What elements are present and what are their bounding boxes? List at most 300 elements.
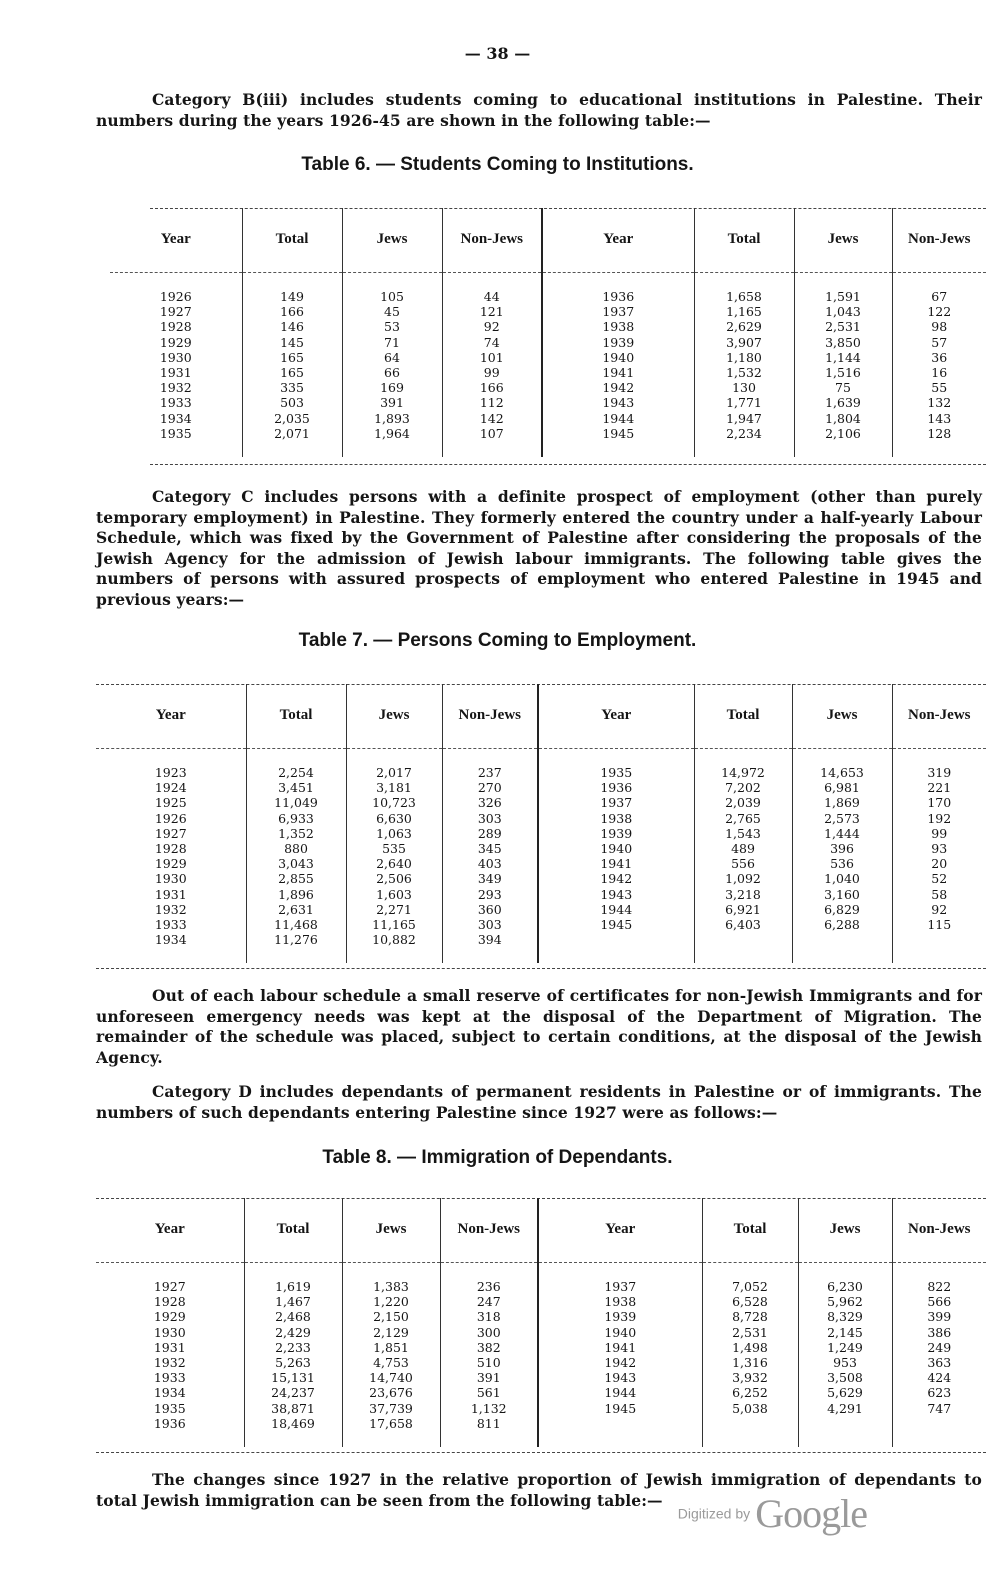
table-cell: 3,850 [825,334,861,350]
table7-header-row [96,684,986,749]
table-cell: 1928 [153,1294,186,1310]
col-header-non-jews: Non-Jews [892,684,986,749]
table-cell: 1944 [604,1385,637,1401]
table-cell: 1930 [159,349,192,365]
table-cell: 1926 [159,289,192,304]
col-header-total: Total [694,684,792,749]
table-cell: 394 [477,932,502,948]
table-cell: 1927 [159,304,192,320]
table-cell: 99 [483,364,500,380]
table-cell: 1,964 [374,425,410,441]
table-cell: 503 [280,395,304,411]
table-cell: 2,573 [824,810,860,826]
table-cell: 132 [927,395,952,411]
table-cell: 1,144 [825,349,861,365]
table-cell: 1941 [602,364,635,380]
table-cell: 11,049 [274,795,318,811]
table-cell: 236 [476,1279,501,1294]
table-cell: 1938 [604,1294,637,1310]
table-cell: 1,516 [825,364,861,380]
table-cell: 1929 [159,334,192,350]
col-header-year: Year [538,1198,702,1263]
table-cell: 11,468 [274,916,318,932]
table-cell: 6,403 [725,916,761,932]
table-cell: 18,469 [271,1415,315,1431]
table6 [110,208,986,457]
table-cell: 1,893 [374,410,410,426]
table-cell: 1,851 [373,1339,409,1355]
table-cell: 391 [476,1370,501,1386]
table7-title: Table 7. — Persons Coming to Employment. [298,630,697,651]
table-cell: 15,131 [271,1370,315,1386]
col-header-jews: Jews [346,684,442,749]
column-years [96,749,246,964]
table-cell: 1945 [604,1400,637,1416]
table-cell: 300 [476,1324,501,1340]
table-cell: 23,676 [369,1385,413,1401]
table-cell: 303 [477,810,502,826]
table-cell: 166 [280,304,304,320]
table6-bottom-rule [150,464,986,465]
table8-header-row [96,1198,986,1263]
table-cell: 5,263 [275,1354,311,1370]
table-cell: 249 [927,1339,952,1355]
table-cell: 1941 [600,856,633,872]
column-jews [342,1263,440,1447]
table-cell: 953 [833,1354,857,1370]
table-cell: 71 [384,334,400,350]
column-non-jews [892,749,986,964]
table-cell: 747 [927,1400,952,1416]
column-non-jews [892,273,986,457]
table-cell: 1,498 [732,1339,768,1355]
google-watermark [678,1490,867,1537]
table-cell: 2,631 [278,901,314,917]
table-cell: 303 [477,916,502,932]
table-cell: 14,740 [369,1370,413,1386]
table-cell: 2,506 [376,871,412,887]
table-cell: 1,180 [726,349,762,365]
table-cell: 6,528 [732,1294,768,1310]
col-header-jews: Jews [342,1198,440,1263]
table-cell: 399 [927,1309,952,1325]
table-cell: 1,619 [275,1279,311,1294]
paragraph-category-d [96,1082,982,1123]
table-cell: 535 [382,840,406,856]
table-cell: 1927 [153,1279,186,1294]
table-cell: 149 [280,289,304,304]
table-cell: 1941 [604,1339,637,1355]
table-cell: 1933 [159,395,192,411]
table-cell: 1931 [153,1339,186,1355]
table-cell: 1932 [153,1354,186,1370]
table-cell: 1,352 [278,825,314,841]
table-cell: 6,829 [824,901,860,917]
table-cell: 6,933 [278,810,314,826]
table-cell: 1938 [600,810,633,826]
col-header-non-jews: Non-Jews [440,1198,538,1263]
table-cell: 57 [931,334,948,350]
table-cell: 112 [479,395,504,411]
table-cell: 1,639 [825,395,861,411]
col-header-year: Year [542,208,694,273]
table-cell: 1,658 [726,289,762,304]
table-cell: 11,165 [372,916,416,932]
table-cell: 75 [835,380,851,396]
table8-bottom-rule [96,1452,986,1453]
table7 [96,684,986,963]
col-header-non-jews: Non-Jews [442,208,542,273]
paragraph-text: Category B(iii) includes students coming to educational institutions in Palestine. Their numbers during the years 1926-45 are shown in the following table:— [96,90,982,130]
col-header-total: Total [244,1198,342,1263]
table-cell: 36 [931,349,948,365]
col-header-non-jews: Non-Jews [442,684,538,749]
table-cell: 1938 [602,319,635,335]
table-cell: 45 [384,304,400,320]
table-cell: 2,629 [726,319,762,335]
table-cell: 289 [477,825,502,841]
table-cell: 11,276 [274,932,318,948]
paragraph-text: Category D includes dependants of permanent residents in Palestine or of immigrants. The numbers of such dependants entering Palestine since 1927 were as follows:— [96,1082,982,1122]
table-cell: 1936 [602,289,635,304]
table-cell: 396 [830,840,854,856]
table-cell: 52 [931,871,948,887]
paragraph-category-b3 [96,90,982,131]
table-cell: 319 [927,765,952,780]
table-cell: 1939 [604,1309,637,1325]
col-header-total: Total [694,208,794,273]
table-cell: 1,383 [373,1279,409,1294]
table-cell: 382 [476,1339,501,1355]
column-non-jews [442,273,542,457]
col-header-non-jews: Non-Jews [892,208,986,273]
watermark-prefix: Digitized by [677,1505,751,1522]
table-cell: 10,882 [372,932,416,948]
table-cell: 1,591 [825,289,861,304]
table-cell: 1923 [154,765,187,780]
table-cell: 6,981 [824,780,860,796]
table-cell: 1930 [154,871,187,887]
table-cell: 20 [931,856,948,872]
table-cell: 1,220 [373,1294,409,1310]
table-cell: 115 [927,916,952,932]
table-cell: 1,543 [725,825,761,841]
table-cell: 92 [483,319,500,335]
table-cell: 55 [931,380,948,396]
table-cell: 1928 [154,840,187,856]
table-cell: 1939 [602,334,635,350]
table-cell: 1936 [600,780,633,796]
table-cell: 2,039 [725,795,761,811]
table7-body-row [96,749,986,964]
table8-body-row [96,1263,986,1447]
table-cell: 44 [483,289,500,304]
table-cell: 2,468 [275,1309,311,1325]
table6-title: Table 6. — Students Coming to Institutions. [301,154,694,175]
table-cell: 270 [477,780,502,796]
table-cell: 1933 [154,916,187,932]
column-jews [346,749,442,964]
table8-title: Table 8. — Immigration of Dependants. [322,1147,673,1168]
table-cell: 6,288 [824,916,860,932]
table-cell: 122 [927,304,952,320]
table-cell: 2,150 [373,1309,409,1325]
table-cell: 165 [280,349,304,365]
column-years [538,749,694,964]
column-total [246,749,346,964]
column-non-jews [442,749,538,964]
table-cell: 98 [931,319,948,335]
table-cell: 566 [927,1294,952,1310]
table-cell: 128 [927,425,952,441]
table-cell: 391 [380,395,404,411]
table-cell: 1934 [159,410,192,426]
col-header-total: Total [242,208,342,273]
table-cell: 424 [927,1370,952,1386]
table-cell: 2,271 [376,901,412,917]
table-cell: 107 [479,425,504,441]
column-jews [792,749,892,964]
table-cell: 1943 [600,886,633,902]
table-cell: 5,038 [732,1400,768,1416]
table-cell: 293 [477,886,502,902]
table-cell: 1,869 [824,795,860,811]
table-cell: 121 [479,304,504,320]
table-cell: 2,129 [373,1324,409,1340]
col-header-total: Total [246,684,346,749]
table-cell: 1942 [602,380,635,396]
table-cell: 1,132 [470,1400,507,1416]
paragraph-category-c [96,487,982,610]
table-cell: 192 [927,810,952,826]
col-header-total: Total [702,1198,798,1263]
table-cell: 3,160 [824,886,860,902]
table-cell: 67 [931,289,948,304]
table-cell: 1,444 [824,825,860,841]
column-total [702,1263,798,1447]
table-cell: 822 [927,1279,952,1294]
column-total [694,273,794,457]
table-cell: 7,202 [725,780,761,796]
table-cell: 101 [479,349,504,365]
table-cell: 7,052 [732,1279,768,1294]
table-cell: 556 [731,856,755,872]
watermark-logo: Google [755,1491,867,1536]
table-cell: 1945 [602,425,635,441]
col-header-jews: Jews [794,208,892,273]
table-cell: 3,932 [732,1370,768,1386]
column-jews [342,273,442,457]
table-cell: 1,532 [726,364,762,380]
table7-bottom-rule [96,968,986,969]
table-cell: 1,092 [725,871,761,887]
table-cell: 345 [477,840,502,856]
table-cell: 10,723 [372,795,416,811]
table-cell: 1,947 [726,410,762,426]
table-cell: 326 [477,795,502,811]
table-cell: 17,658 [369,1415,413,1431]
table-cell: 1932 [159,380,192,396]
table-cell: 1942 [604,1354,637,1370]
column-years [96,1263,244,1447]
table-cell: 2,071 [274,425,310,441]
table-cell: 1,896 [278,886,314,902]
table-cell: 489 [731,840,755,856]
table-cell: 146 [280,319,304,335]
paragraph-text: Out of each labour schedule a small reserve of certificates for non-Jewish Immigrants and for unforeseen emergency needs was kept at the disposal of the Department of Migration. The remainder of the schedule was placed, subject to certain conditions, at the disposal of the Jewish Agency. [96,986,982,1067]
table-cell: 1,043 [825,304,861,320]
paragraph-text: The changes since 1927 in the relative proportion of Jewish immigration of dependants to total Jewish immigration can be seen from the following table:— [96,1470,982,1510]
table-cell: 1925 [154,795,187,811]
table-cell: 6,230 [827,1279,863,1294]
col-header-jews: Jews [792,684,892,749]
column-total [244,1263,342,1447]
table-cell: 169 [380,380,404,396]
table-cell: 510 [476,1354,501,1370]
table-cell: 335 [280,380,304,396]
table-cell: 92 [931,901,948,917]
table-cell: 2,640 [376,856,412,872]
col-header-year: Year [538,684,694,749]
table-cell: 1,040 [824,871,860,887]
table-cell: 2,254 [278,765,314,780]
table-cell: 3,218 [725,886,761,902]
table-cell: 5,629 [827,1385,863,1401]
table-cell: 1924 [154,780,187,796]
table-cell: 3,451 [278,780,314,796]
table-cell: 2,765 [725,810,761,826]
table-cell: 221 [927,780,952,796]
col-header-non-jews: Non-Jews [892,1198,986,1263]
table-cell: 6,921 [725,901,761,917]
column-non-jews [892,1263,986,1447]
table-cell: 66 [384,364,400,380]
table-cell: 349 [477,871,502,887]
table-cell: 237 [477,765,502,780]
table-cell: 99 [931,825,948,841]
table-cell: 1926 [154,810,187,826]
table-cell: 24,237 [271,1385,315,1401]
table-cell: 6,630 [376,810,412,826]
col-header-jews: Jews [798,1198,892,1263]
table-cell: 1,249 [827,1339,863,1355]
table-cell: 8,329 [827,1309,863,1325]
table-cell: 130 [732,380,756,396]
table-cell: 811 [476,1415,501,1431]
column-total [694,749,792,964]
table-cell: 8,728 [732,1309,768,1325]
table-cell: 14,972 [721,765,765,780]
column-total [242,273,342,457]
table-cell: 145 [280,334,304,350]
table-cell: 1937 [604,1279,637,1294]
table-cell: 2,531 [825,319,861,335]
table-cell: 1935 [159,425,192,441]
table-cell: 2,429 [275,1324,311,1340]
table-cell: 386 [927,1324,952,1340]
table-cell: 105 [380,289,404,304]
table6-header-row [110,208,986,273]
table-cell: 2,855 [278,871,314,887]
table-cell: 1,804 [825,410,861,426]
table-cell: 1940 [602,349,635,365]
table-cell: 2,035 [274,410,310,426]
table-cell: 3,043 [278,856,314,872]
table-cell: 1933 [153,1370,186,1386]
table-cell: 1942 [600,871,633,887]
table-cell: 1928 [159,319,192,335]
table-cell: 64 [384,349,400,365]
page-number: — 38 — [464,44,531,63]
column-years [110,273,242,457]
table-cell: 247 [476,1294,501,1310]
table-cell: 1,063 [376,825,412,841]
column-non-jews [440,1263,538,1447]
table-cell: 1939 [600,825,633,841]
table-cell: 1929 [153,1309,186,1325]
table-cell: 3,907 [726,334,762,350]
table-cell: 1930 [153,1324,186,1340]
paragraph-labour-reserve [96,986,982,1068]
table-cell: 1935 [153,1400,186,1416]
table-cell: 93 [931,840,948,856]
table-cell: 1,603 [376,886,412,902]
table-cell: 1944 [602,410,635,426]
table-cell: 6,252 [732,1385,768,1401]
table-cell: 1,771 [726,395,762,411]
column-jews [794,273,892,457]
table-cell: 1,165 [726,304,762,320]
table-cell: 142 [479,410,504,426]
table-cell: 561 [476,1385,501,1401]
table-cell: 74 [483,334,500,350]
table-cell: 1932 [154,901,187,917]
column-years [538,1263,702,1447]
table-cell: 1945 [600,916,633,932]
table-cell: 2,017 [376,765,412,780]
table-cell: 1944 [600,901,633,917]
table-cell: 38,871 [271,1400,315,1416]
table-cell: 143 [927,410,952,426]
table-cell: 16 [931,364,948,380]
table-cell: 1937 [600,795,633,811]
table-cell: 363 [927,1354,952,1370]
table-cell: 403 [477,856,502,872]
table-cell: 318 [476,1309,501,1325]
table-cell: 1929 [154,856,187,872]
col-header-jews: Jews [342,208,442,273]
table-cell: 2,531 [732,1324,768,1340]
table-cell: 14,653 [820,765,864,780]
table8 [96,1198,986,1447]
table-cell: 37,739 [369,1400,413,1416]
table-cell: 2,234 [726,425,762,441]
table-cell: 5,962 [827,1294,863,1310]
table-cell: 880 [284,840,308,856]
table-cell: 165 [280,364,304,380]
table-cell: 170 [927,795,952,811]
table-cell: 166 [479,380,504,396]
table-cell: 1935 [600,765,633,780]
table-cell: 1931 [154,886,187,902]
table6-body-row [110,273,986,457]
table-cell: 1931 [159,364,192,380]
col-header-year: Year [96,1198,244,1263]
table-cell: 1,467 [275,1294,311,1310]
table-cell: 1936 [153,1415,186,1431]
table-cell: 1943 [602,395,635,411]
column-jews [798,1263,892,1447]
